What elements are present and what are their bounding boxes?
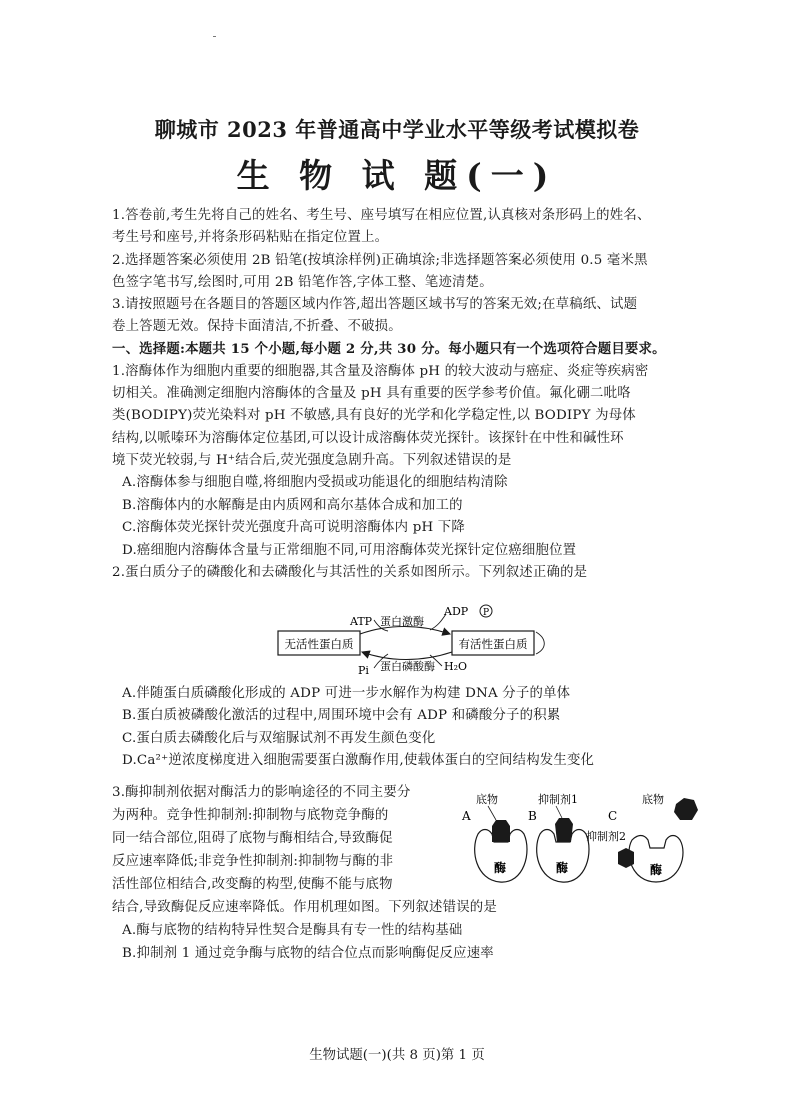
exam-title: 生 物 试 题(一) [236,156,558,195]
enzyme-c-label: 酶 [650,863,663,877]
instruction-line: 卷上答题无效。保持卡面清洁,不折叠、不破损。 [112,319,402,334]
q3-stem-line: 活性部位相结合,改变酶的构型,使酶不能与底物 [112,877,393,892]
active-protein-right-brace [536,632,544,654]
phosphate-circle-label: P [482,608,490,618]
panel-c-inhibitor2-label: 抑制剂2 [586,830,626,843]
enzyme-inhibition-diagram [458,790,718,890]
q1-stem-line: 切相关。准确测定细胞内溶酶体的含量及 pH 具有重要的医学参考价值。氟化硼二吡咯 [112,386,631,401]
q3-option-a: A.酶与底物的结构特异性契合是酶具有专一性的结构基础 [122,923,463,938]
q3-stem-line: 反应速率降低;非竞争性抑制剂:抑制物与酶的非 [112,854,394,869]
panel-c-substrate-label: 底物 [642,793,664,806]
panel-a-substrate-label: 底物 [476,793,498,806]
page-footer: 生物试题(一)(共 8 页)第 1 页 [309,1048,485,1063]
phosphatase-label: 蛋白磷酸酶 [380,660,435,673]
inhibitor2-icon [618,848,634,868]
panel-a-label: A [462,809,471,823]
pi-label: Pi [358,664,369,677]
q2-option-a: A.伴随蛋白质磷酸化形成的 ADP 可进一步水解作为构建 DNA 分子的单体 [122,686,571,701]
substrate-a-icon [492,820,510,842]
adp-label: ADP [444,605,469,618]
instruction-line: 3.请按照题号在各题目的答题区域内作答,超出答题区域书写的答案无效;在草稿纸、试题 [112,297,638,312]
active-protein-label: 有活性蛋白质 [458,637,528,651]
panel-b-label: B [528,809,537,823]
panel-c-label: C [608,809,618,823]
q2-stem: 2.蛋白质分子的磷酸化和去磷酸化与其活性的关系如图所示。下列叙述正确的是 [112,565,588,580]
q2-option-b: B.蛋白质被磷酸化激活的过程中,周围环境中会有 ADP 和磷酸分子的积累 [122,708,561,723]
q1-stem-line: 类(BODIPY)荧光染料对 pH 不敏感,具有良好的光学和化学稳定性,以 BODIPY 为母体 [112,408,636,423]
water-label: H₂O [444,660,468,673]
q3-option-b: B.抑制剂 1 通过竞争酶与底物的结合位点而影响酶促反应速率 [122,946,494,961]
scan-mark [213,36,216,37]
kinase-label: 蛋白激酶 [380,615,424,628]
q3-stem-line: 同一结合部位,阻碍了底物与酶相结合,导致酶促 [112,831,393,846]
q2-option-c: C.蛋白质去磷酸化后与双缩脲试剂不再发生颜色变化 [122,731,436,746]
q1-option-a: A.溶酶体参与细胞自噬,将细胞内受损或功能退化的细胞结构清除 [122,475,508,490]
q1-stem-line: 1.溶酶体作为细胞内重要的细胞器,其含量及溶酶体 pH 的较大波动与癌症、炎症等疾病密 [112,364,649,379]
q1-option-c: C.溶酶体荧光探针荧光强度升高可说明溶酶体内 pH 下降 [122,520,465,535]
q3-stem-line: 3.酶抑制剂依据对酶活力的影响途径的不同主要分 [112,785,411,800]
q3-stem-line: 为两种。竞争性抑制剂:抑制物与底物竞争酶的 [112,808,389,823]
q3-stem-cont: 结合,导致酶促反应速率降低。作用机理如图。下列叙述错误的是 [112,900,497,915]
inhibitor1-icon [555,818,573,842]
atp-label: ATP [350,615,373,628]
phosphorylation-diagram [270,590,560,680]
exam-subtitle: 聊城市 2023 年普通高中学业水平等级考试模拟卷 [154,117,640,142]
instruction-line: 2.选择题答案必须使用 2B 铅笔(按填涂样例)正确填涂;非选择题答案必须使用 0.5 毫米黑 [112,253,648,268]
q1-option-b: B.溶酶体内的水解酶是由内质网和高尔基体合成和加工的 [122,498,463,513]
inactive-protein-label: 无活性蛋白质 [284,637,354,651]
q1-stem-line: 境下荧光较弱,与 H⁺结合后,荧光强度急剧升高。下列叙述错误的是 [112,453,512,468]
q1-stem-line: 结构,以哌嗪环为溶酶体定位基团,可以设计成溶酶体荧光探针。该探针在中性和碱性环 [112,431,624,446]
section-heading: 一、选择题:本题共 15 个小题,每小题 2 分,共 30 分。每小题只有一个选项符合题目要求。 [112,341,666,357]
q1-option-d: D.癌细胞内溶酶体含量与正常细胞不同,可用溶酶体荧光探针定位癌细胞位置 [122,543,577,558]
substrate-c-icon [674,798,698,820]
enzyme-a-label: 酶 [494,861,507,875]
dephosphorylation-arrow [362,652,452,660]
panel-b-inhibitor1-label: 抑制剂1 [538,793,578,806]
instruction-line: 1.答卷前,考生先将自己的姓名、考生号、座号填写在相应位置,认真核对条形码上的姓名、 [112,208,651,223]
instruction-line: 色签字笔书写,绘图时,可用 2B 铅笔作答,字体工整、笔迹清楚。 [112,275,493,290]
q2-option-d: D.Ca²⁺逆浓度梯度进入细胞需要蛋白激酶作用,使载体蛋白的空间结构发生变化 [122,753,595,768]
instruction-line: 考生号和座号,并将条形码粘贴在指定位置上。 [112,230,389,245]
enzyme-b-label: 酶 [556,861,569,875]
